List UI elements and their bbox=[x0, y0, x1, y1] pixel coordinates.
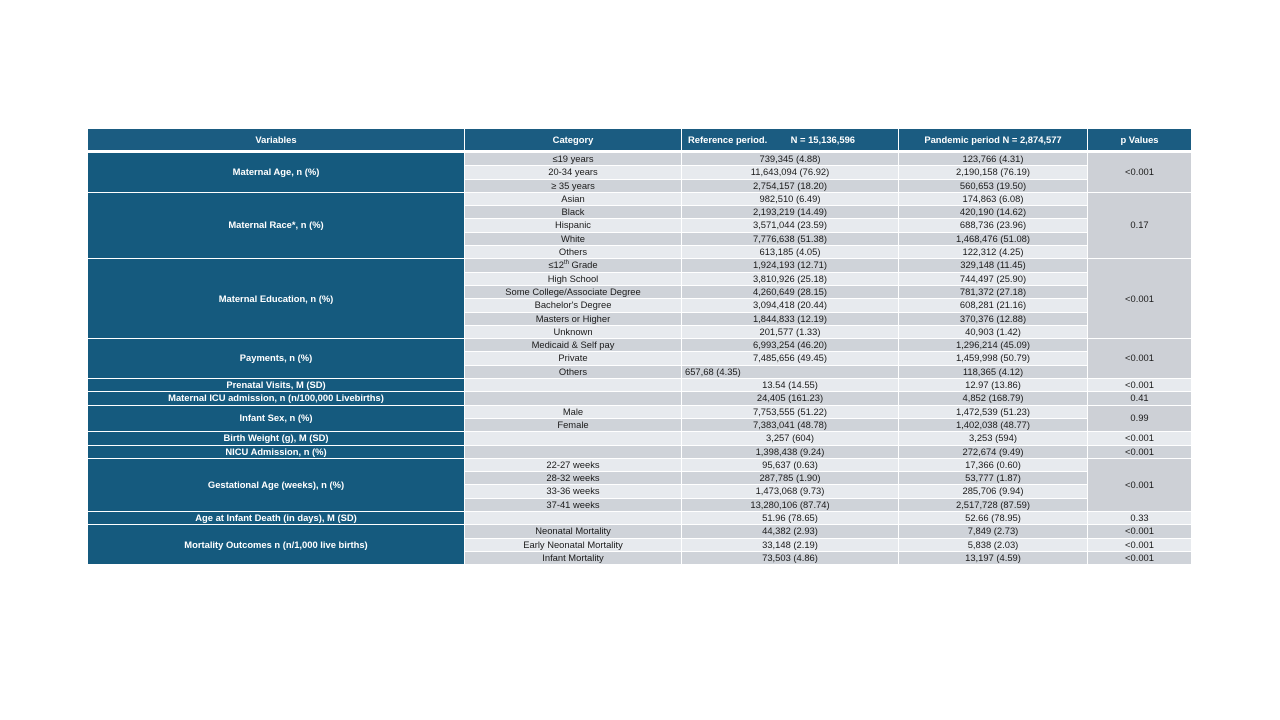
table-row bbox=[88, 153, 1192, 166]
table-row bbox=[88, 459, 1192, 472]
reference-value-cell: 6,993,254 (46.20) bbox=[682, 339, 899, 352]
category-cell bbox=[465, 392, 682, 405]
variable-cell: Maternal Race*, n (%) bbox=[88, 193, 465, 259]
category-cell: ≥ 35 years bbox=[465, 180, 682, 193]
p-value-cell: <0.001 bbox=[1088, 552, 1192, 565]
p-value-cell: <0.001 bbox=[1088, 446, 1192, 459]
p-value-cell: <0.001 bbox=[1088, 339, 1192, 379]
pandemic-value-cell: 1,472,539 (51.23) bbox=[899, 406, 1088, 419]
header-p-values: p Values bbox=[1088, 129, 1192, 153]
variable-cell: Infant Sex, n (%) bbox=[88, 406, 465, 433]
pandemic-value-cell: 1,468,476 (51.08) bbox=[899, 233, 1088, 246]
variable-cell: Mortality Outcomes n (n/1,000 live births) bbox=[88, 525, 465, 565]
pandemic-value-cell: 5,838 (2.03) bbox=[899, 539, 1088, 552]
reference-value-cell: 95,637 (0.63) bbox=[682, 459, 899, 472]
category-cell: 20-34 years bbox=[465, 166, 682, 179]
pandemic-value-cell: 1,459,998 (50.79) bbox=[899, 352, 1088, 365]
pandemic-value-cell: 12.97 (13.86) bbox=[899, 379, 1088, 392]
table-row bbox=[88, 259, 1192, 272]
header-reference-period: Reference period. N = 15,136,596 bbox=[682, 129, 899, 153]
table-row bbox=[88, 339, 1192, 352]
category-cell: Others bbox=[465, 366, 682, 379]
pandemic-value-cell: 40,903 (1.42) bbox=[899, 326, 1088, 339]
category-cell: ≤12th Grade bbox=[465, 259, 682, 272]
category-cell bbox=[465, 446, 682, 459]
variable-cell: Age at Infant Death (in days), M (SD) bbox=[88, 512, 465, 525]
table-row bbox=[88, 406, 1192, 419]
p-value-cell: 0.33 bbox=[1088, 512, 1192, 525]
pandemic-value-cell: 13,197 (4.59) bbox=[899, 552, 1088, 565]
category-cell bbox=[465, 512, 682, 525]
data-table bbox=[88, 129, 1192, 565]
variable-cell: Birth Weight (g), M (SD) bbox=[88, 432, 465, 445]
p-value-cell: 0.41 bbox=[1088, 392, 1192, 405]
pandemic-value-cell: 1,296,214 (45.09) bbox=[899, 339, 1088, 352]
pandemic-value-cell: 123,766 (4.31) bbox=[899, 153, 1088, 166]
category-cell: Male bbox=[465, 406, 682, 419]
reference-value-cell: 13,280,106 (87.74) bbox=[682, 499, 899, 512]
variable-cell: Gestational Age (weeks), n (%) bbox=[88, 459, 465, 512]
pandemic-value-cell: 174,863 (6.08) bbox=[899, 193, 1088, 206]
reference-value-cell: 1,398,438 (9.24) bbox=[682, 446, 899, 459]
reference-value-cell: 3,571,044 (23.59) bbox=[682, 219, 899, 232]
p-value-cell: <0.001 bbox=[1088, 259, 1192, 339]
reference-value-cell: 657,68 (4.35) bbox=[682, 366, 899, 379]
table-row bbox=[88, 392, 1192, 405]
category-cell: 28-32 weeks bbox=[465, 472, 682, 485]
pandemic-value-cell: 744,497 (25.90) bbox=[899, 273, 1088, 286]
reference-value-cell: 3,810,926 (25.18) bbox=[682, 273, 899, 286]
category-cell: Others bbox=[465, 246, 682, 259]
category-cell: Female bbox=[465, 419, 682, 432]
pandemic-value-cell: 688,736 (23.96) bbox=[899, 219, 1088, 232]
category-cell: 33-36 weeks bbox=[465, 485, 682, 498]
pandemic-value-cell: 1,402,038 (48.77) bbox=[899, 419, 1088, 432]
reference-value-cell: 33,148 (2.19) bbox=[682, 539, 899, 552]
reference-value-cell: 287,785 (1.90) bbox=[682, 472, 899, 485]
table-row bbox=[88, 446, 1192, 459]
reference-value-cell: 7,383,041 (48.78) bbox=[682, 419, 899, 432]
header-variables: Variables bbox=[88, 129, 465, 153]
pandemic-value-cell: 53,777 (1.87) bbox=[899, 472, 1088, 485]
reference-value-cell: 7,485,656 (49.45) bbox=[682, 352, 899, 365]
category-cell: ≤19 years bbox=[465, 153, 682, 166]
pandemic-value-cell: 329,148 (11.45) bbox=[899, 259, 1088, 272]
reference-value-cell: 739,345 (4.88) bbox=[682, 153, 899, 166]
reference-value-cell: 1,844,833 (12.19) bbox=[682, 313, 899, 326]
reference-value-cell: 51.96 (78.65) bbox=[682, 512, 899, 525]
p-value-cell: <0.001 bbox=[1088, 459, 1192, 512]
table-row bbox=[88, 379, 1192, 392]
reference-value-cell: 4,260,649 (28.15) bbox=[682, 286, 899, 299]
p-value-cell: <0.001 bbox=[1088, 153, 1192, 193]
category-cell: Bachelor's Degree bbox=[465, 299, 682, 312]
header-row bbox=[88, 129, 1192, 153]
variable-cell: Maternal Education, n (%) bbox=[88, 259, 465, 339]
variable-cell: NICU Admission, n (%) bbox=[88, 446, 465, 459]
pandemic-value-cell: 608,281 (21.16) bbox=[899, 299, 1088, 312]
pandemic-value-cell: 370,376 (12.88) bbox=[899, 313, 1088, 326]
pandemic-value-cell: 3,253 (594) bbox=[899, 432, 1088, 445]
pandemic-value-cell: 118,365 (4.12) bbox=[899, 366, 1088, 379]
pandemic-value-cell: 52.66 (78.95) bbox=[899, 512, 1088, 525]
category-cell: Infant Mortality bbox=[465, 552, 682, 565]
pandemic-value-cell: 420,190 (14.62) bbox=[899, 206, 1088, 219]
reference-value-cell: 2,754,157 (18.20) bbox=[682, 180, 899, 193]
reference-value-cell: 2,193,219 (14.49) bbox=[682, 206, 899, 219]
category-cell: Black bbox=[465, 206, 682, 219]
variable-cell: Payments, n (%) bbox=[88, 339, 465, 379]
table-row bbox=[88, 193, 1192, 206]
pandemic-value-cell: 4,852 (168.79) bbox=[899, 392, 1088, 405]
p-value-cell: <0.001 bbox=[1088, 379, 1192, 392]
p-value-cell: <0.001 bbox=[1088, 525, 1192, 538]
reference-value-cell: 13.54 (14.55) bbox=[682, 379, 899, 392]
table-row bbox=[88, 432, 1192, 445]
category-cell bbox=[465, 432, 682, 445]
p-value-cell: 0.99 bbox=[1088, 406, 1192, 433]
category-cell: Unknown bbox=[465, 326, 682, 339]
p-value-cell: <0.001 bbox=[1088, 539, 1192, 552]
reference-value-cell: 3,094,418 (20.44) bbox=[682, 299, 899, 312]
category-cell: Neonatal Mortality bbox=[465, 525, 682, 538]
category-cell: High School bbox=[465, 273, 682, 286]
p-value-cell: 0.17 bbox=[1088, 193, 1192, 259]
category-cell: Masters or Higher bbox=[465, 313, 682, 326]
table-row bbox=[88, 512, 1192, 525]
reference-value-cell: 613,185 (4.05) bbox=[682, 246, 899, 259]
reference-value-cell: 44,382 (2.93) bbox=[682, 525, 899, 538]
category-cell: Some College/Associate Degree bbox=[465, 286, 682, 299]
pandemic-value-cell: 2,190,158 (76.19) bbox=[899, 166, 1088, 179]
reference-value-cell: 73,503 (4.86) bbox=[682, 552, 899, 565]
pandemic-value-cell: 560,653 (19.50) bbox=[899, 180, 1088, 193]
variable-cell: Maternal ICU admission, n (n/100,000 Livebirths) bbox=[88, 392, 465, 405]
category-cell: White bbox=[465, 233, 682, 246]
reference-value-cell: 7,776,638 (51.38) bbox=[682, 233, 899, 246]
pandemic-value-cell: 781,372 (27.18) bbox=[899, 286, 1088, 299]
pandemic-value-cell: 17,366 (0.60) bbox=[899, 459, 1088, 472]
reference-value-cell: 3,257 (604) bbox=[682, 432, 899, 445]
category-cell: Asian bbox=[465, 193, 682, 206]
variable-cell: Maternal Age, n (%) bbox=[88, 153, 465, 193]
category-cell: Hispanic bbox=[465, 219, 682, 232]
category-cell bbox=[465, 379, 682, 392]
header-category: Category bbox=[465, 129, 682, 153]
variable-cell: Prenatal Visits, M (SD) bbox=[88, 379, 465, 392]
category-superscript: th bbox=[563, 260, 569, 267]
category-cell: Medicaid & Self pay bbox=[465, 339, 682, 352]
pandemic-value-cell: 285,706 (9.94) bbox=[899, 485, 1088, 498]
reference-value-cell: 1,473,068 (9.73) bbox=[682, 485, 899, 498]
pandemic-value-cell: 2,517,728 (87.59) bbox=[899, 499, 1088, 512]
header-pandemic-period: Pandemic period N = 2,874,577 bbox=[899, 129, 1088, 153]
p-value-cell: <0.001 bbox=[1088, 432, 1192, 445]
reference-value-cell: 11,643,094 (76.92) bbox=[682, 166, 899, 179]
table-row bbox=[88, 525, 1192, 538]
category-cell: 22-27 weeks bbox=[465, 459, 682, 472]
pandemic-value-cell: 122,312 (4.25) bbox=[899, 246, 1088, 259]
reference-value-cell: 201,577 (1.33) bbox=[682, 326, 899, 339]
category-cell: Private bbox=[465, 352, 682, 365]
reference-value-cell: 7,753,555 (51.22) bbox=[682, 406, 899, 419]
reference-value-cell: 24,405 (161.23) bbox=[682, 392, 899, 405]
reference-value-cell: 982,510 (6.49) bbox=[682, 193, 899, 206]
category-cell: Early Neonatal Mortality bbox=[465, 539, 682, 552]
reference-value-cell: 1,924,193 (12.71) bbox=[682, 259, 899, 272]
category-cell: 37-41 weeks bbox=[465, 499, 682, 512]
pandemic-value-cell: 7,849 (2.73) bbox=[899, 525, 1088, 538]
pandemic-value-cell: 272,674 (9.49) bbox=[899, 446, 1088, 459]
